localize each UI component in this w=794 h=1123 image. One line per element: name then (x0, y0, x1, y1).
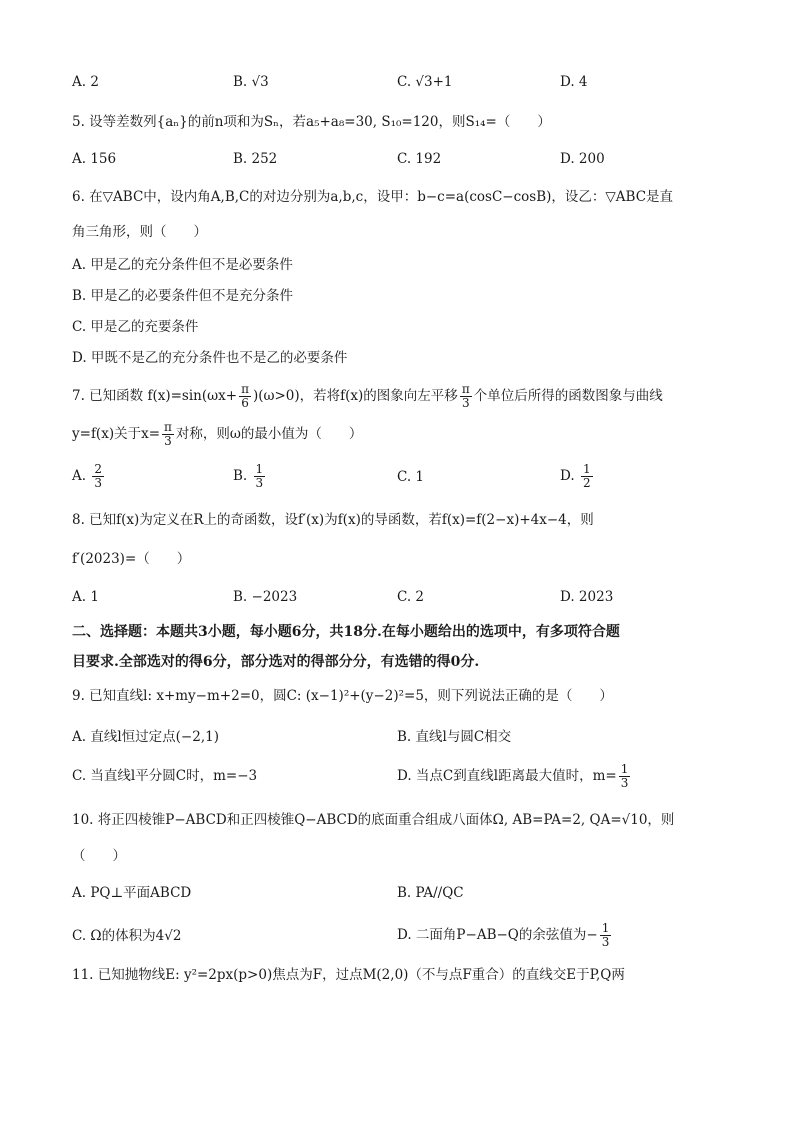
q8-option-d: D. 2023 (560, 589, 614, 605)
pi-over-six-fraction: $\frac{\pi}{6}$ (241, 382, 249, 410)
pi-over-three-fraction: $\frac{\pi}{3}$ (461, 382, 470, 410)
section2-header-line2: 目要求.全部选对的得6分，部分选对的得部分分，有选错的得0分. (72, 654, 480, 670)
q6-option-a: A. 甲是乙的充分条件但不是必要条件 (72, 257, 293, 273)
q6-stem-line2: 角三角形，则（ ） (72, 224, 207, 240)
q8-option-a: A. 1 (72, 589, 99, 605)
q4-option-d: D. 4 (560, 74, 588, 90)
q10-option-b: B. PA//QC (397, 885, 464, 901)
q4-option-b: B. √3 (233, 74, 269, 90)
q6-stem-line1: 6. 在▽ABC中，设内角A,B,C的对边分别为a,b,c，设甲：b−c=a(cosC−cosB)，设乙：▽ABC是直 (72, 189, 674, 205)
q9-stem: 9. 已知直线l: x+my−m+2=0，圆C: (x−1)²+(y−2)²=5，则下列说法正确的是（ ） (72, 688, 613, 704)
q7-option-c: C. 1 (397, 469, 425, 485)
q4-option-c: C. √3+1 (397, 74, 453, 90)
q8-stem-line2: f′(2023)=（ ） (72, 551, 191, 567)
q10-option-d: D. 二面角P−AB−Q的余弦值为− $\frac{1}{3}$ (397, 921, 610, 949)
q10-option-a: A. PQ⊥平面ABCD (72, 885, 192, 901)
q5-option-a: A. 156 (72, 151, 117, 167)
q6-option-b: B. 甲是乙的必要条件但不是充分条件 (72, 288, 294, 304)
q6-option-d: D. 甲既不是乙的充分条件也不是乙的必要条件 (72, 350, 348, 366)
q10-stem-line2: （ ） (72, 848, 126, 864)
q9-option-c: C. 当直线l平分圆C时，m=−3 (72, 768, 258, 784)
q11-stem-line1: 11. 已知抛物线E: y²=2px(p>0)焦点为F，过点M(2,0)（不与点F重合）的直线交E于P,Q两 (72, 967, 625, 983)
q5-option-c: C. 192 (397, 151, 442, 167)
q7-option-a: A. $\frac{2}{3}$ (72, 462, 102, 490)
q7-option-d: D. $\frac{1}{2}$ (560, 462, 591, 490)
q5-stem: 5. 设等差数列{aₙ}的前n项和为Sₙ，若a₅+a₈=30, S₁₀=120，则S₁₄=（ ） (72, 114, 551, 130)
pi-over-three-fraction: $\frac{\pi}{3}$ (164, 420, 172, 448)
q7-stem-line2: y=f(x)关于x= $\frac{\pi}{3}$ 对称，则ω的最小值为（ ） (72, 420, 363, 448)
q10-option-c: C. Ω的体积为4√2 (72, 928, 182, 944)
q4-option-a: A. 2 (72, 74, 99, 90)
q9-option-a: A. 直线l恒过定点(−2,1) (72, 729, 219, 745)
q8-option-b: B. −2023 (233, 589, 298, 605)
q9-option-b: B. 直线l与圆C相交 (397, 729, 512, 745)
q6-option-c: C. 甲是乙的充要条件 (72, 319, 199, 335)
q10-stem-line1: 10. 将正四棱锥P−ABCD和正四棱锥Q−ABCD的底面重合组成八面体Ω, AB=PA=2, QA=√10，则 (72, 812, 675, 828)
q7-stem-line1: 7. 已知函数 f(x)=sin(ωx+ $\frac{\pi}{6}$ )(ω>0)，若将f(x)的图象向左平移 $\frac{\pi}{3}$ 个单位后所得的函数图象与曲线 (72, 382, 663, 410)
q5-option-d: D. 200 (560, 151, 605, 167)
section2-header-line1: 二、选择题：本题共3小题，每小题6分，共18分.在每小题给出的选项中，有多项符合题 (72, 624, 620, 640)
q7-option-b: B. $\frac{1}{3}$ (233, 462, 264, 490)
q5-option-b: B. 252 (233, 151, 278, 167)
q8-stem-line1: 8. 已知f(x)为定义在R上的奇函数，设f′(x)为f(x)的导函数，若f(x)=f(2−x)+4x−4，则 (72, 512, 594, 528)
q8-option-c: C. 2 (397, 589, 425, 605)
q9-option-d: D. 当点C到直线l距离最大值时，m= $\frac{1}{3}$ (397, 762, 629, 790)
